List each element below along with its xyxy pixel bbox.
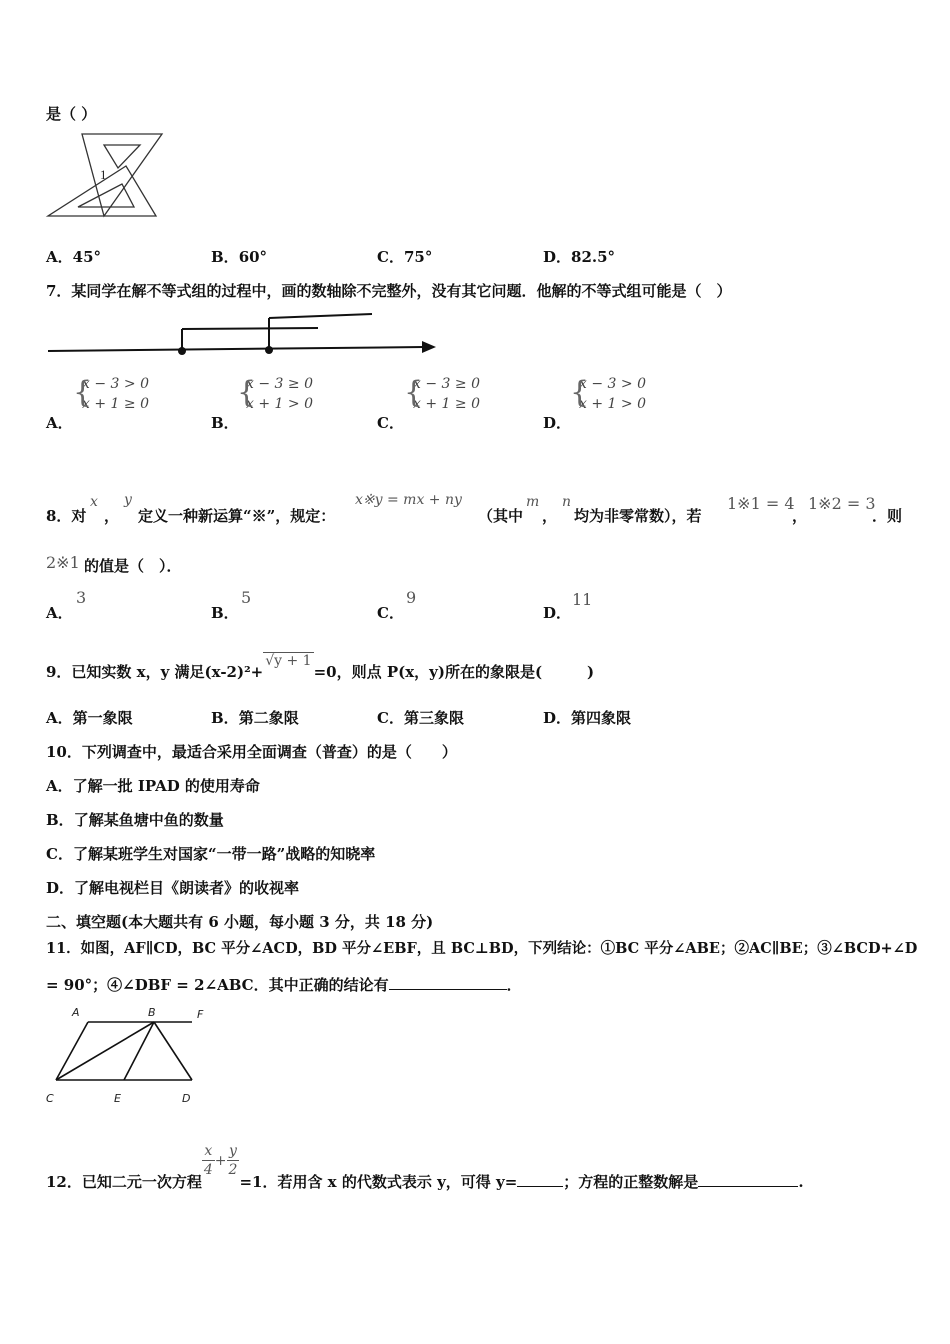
- q8-line2-text: 的值是（ ）．: [84, 557, 182, 575]
- q6-outer-top-triangle: [82, 134, 162, 216]
- q8-var-x: x: [90, 494, 98, 510]
- q7-option-b-system[interactable]: { x − 3 ≥ 0 x + 1 > 0: [237, 375, 313, 412]
- q8-paren-open: （其中: [478, 507, 524, 525]
- q6-option-d[interactable]: D．82.5°: [543, 248, 616, 266]
- q8-comma-3: ，: [792, 507, 808, 525]
- q8-condition-1: 1※1 = 4: [727, 494, 795, 513]
- q11-label-b: B: [148, 1006, 156, 1019]
- q8-rule: x※y = mx + ny: [355, 492, 462, 508]
- q12-y-expression-blank[interactable]: [517, 1184, 563, 1187]
- q12-fraction-y-over-2: $\frac{y}{2}$: [228, 1143, 238, 1178]
- q7-right-bracket-top: [269, 314, 372, 318]
- q6-angle-label: 1: [100, 167, 107, 182]
- q10-option-d[interactable]: D．了解电视栏目《朗读者》的收视率: [46, 879, 300, 897]
- q6-option-c[interactable]: C．75°: [377, 248, 433, 266]
- q11-label-d: D: [182, 1092, 191, 1105]
- q8-then: ．则: [872, 507, 903, 525]
- q7-option-d-system[interactable]: { x − 3 > 0 x + 1 > 0: [570, 375, 646, 412]
- q11-line1: 11．如图，AF∥CD，BC 平分∠ACD，BD 平分∠EBF，且 BC⊥BD，下列结论：①BC 平分∠ABE；②AC∥BE；③∠BCD+∠D: [46, 940, 918, 957]
- q8-option-c-value[interactable]: 9: [406, 588, 417, 607]
- q9-sqrt: √y + 1: [265, 653, 312, 669]
- q10-option-c[interactable]: C．了解某班学生对国家“一带一路”战略的知晓率: [46, 845, 376, 863]
- q7-option-a-label[interactable]: A．: [46, 414, 73, 432]
- q6-triangle-figure: [44, 132, 166, 222]
- q7-option-d-label[interactable]: D．: [543, 414, 572, 432]
- q7-number-line: [44, 308, 444, 368]
- q8-var-m: m: [526, 494, 540, 510]
- q8-condition-2: 1※2 = 3: [808, 494, 876, 513]
- brace-icon: {: [570, 375, 590, 410]
- q9-option-a[interactable]: A．第一象限: [46, 709, 133, 727]
- q12-line: 12．已知二元一次方程 $\frac{x}{4}$ + $\frac{y}{2}$ =1．若用含 x 的代数式表示 y，可得 y= ；方程的正整数解是 .: [46, 1143, 804, 1191]
- brace-icon: {: [237, 375, 257, 410]
- q8-option-d-value[interactable]: 11: [572, 590, 593, 609]
- q8-option-c-label[interactable]: C．: [377, 604, 404, 622]
- q6-stem-tail: 是（ ）: [46, 105, 97, 123]
- q7-axis-arrowhead: [422, 341, 436, 353]
- q8-option-d-label[interactable]: D．: [543, 604, 572, 622]
- q7-axis-line: [48, 347, 424, 351]
- q11-label-a: A: [72, 1006, 80, 1019]
- q10-stem: 10．下列调查中，最适合采用全面调查（普查）的是（ ）: [46, 743, 457, 761]
- q6-option-a[interactable]: A．45°: [46, 248, 102, 266]
- q6-inner-top-triangle: [104, 145, 140, 168]
- q8-option-b-label[interactable]: B．: [211, 604, 239, 622]
- q8-paren-close: 均为非零常数），若: [574, 507, 702, 525]
- q10-option-a[interactable]: A．了解一批 IPAD 的使用寿命: [46, 777, 260, 795]
- q8-var-y: y: [124, 492, 132, 508]
- q11-label-f: F: [197, 1008, 204, 1021]
- q9-stem: 9．已知实数 x，y 满足(x-2)²+√y + 1=0，则点 P(x，y)所在的象限是( ): [46, 653, 595, 681]
- q9-option-b[interactable]: B．第二象限: [211, 709, 299, 727]
- q11-line2: = 90°；④∠DBF = 2∠ABC．其中正确的结论有 ．: [46, 976, 522, 994]
- section-2-heading: 二、填空题(本大题共有 6 小题，每小题 3 分，共 18 分): [46, 913, 434, 931]
- q8-num: 8．对: [46, 507, 87, 525]
- q7-stem: 7．某同学在解不等式组的过程中，画的数轴除不完整外，没有其它问题．他解的不等式组可能是（ ）: [46, 282, 732, 300]
- q9-option-c[interactable]: C．第三象限: [377, 709, 464, 727]
- q11-line-bd: [154, 1022, 192, 1080]
- q6-option-b[interactable]: B．60°: [211, 248, 268, 266]
- q7-left-bracket-top: [182, 328, 318, 329]
- q7-point-left: [178, 347, 186, 355]
- q7-option-b-label[interactable]: B．: [211, 414, 239, 432]
- q12-integer-solutions-blank[interactable]: [698, 1184, 798, 1187]
- q8-line2-expr: 2※1: [46, 553, 80, 572]
- q10-option-b[interactable]: B．了解某鱼塘中鱼的数量: [46, 811, 224, 829]
- q11-parallel-figure: [42, 1004, 217, 1110]
- q8-option-b-value[interactable]: 5: [241, 588, 252, 607]
- q11-label-e: E: [114, 1092, 121, 1105]
- brace-icon: {: [73, 375, 93, 410]
- q11-label-c: C: [46, 1092, 54, 1105]
- q11-answer-blank[interactable]: [389, 987, 507, 990]
- q8-comma-2: ，: [542, 507, 558, 525]
- q8-var-n: n: [562, 494, 572, 510]
- q8-option-a-label[interactable]: A．: [46, 604, 73, 622]
- brace-icon: {: [404, 375, 424, 410]
- q7-option-c-system[interactable]: { x − 3 ≥ 0 x + 1 ≥ 0: [404, 375, 480, 412]
- q7-option-a-system[interactable]: { x − 3 > 0 x + 1 ≥ 0: [73, 375, 149, 412]
- q7-option-c-label[interactable]: C．: [377, 414, 404, 432]
- q9-option-d[interactable]: D．第四象限: [543, 709, 632, 727]
- q8-comma: ，: [104, 507, 120, 525]
- q6-inner-bottom-triangle: [78, 184, 134, 207]
- q12-fraction-x-over-4: $\frac{x}{4}$: [203, 1143, 213, 1178]
- q8-mid: 定义一种新运算“※”，规定：: [138, 507, 336, 525]
- q8-option-a-value[interactable]: 3: [76, 588, 87, 607]
- q7-point-right: [265, 346, 273, 354]
